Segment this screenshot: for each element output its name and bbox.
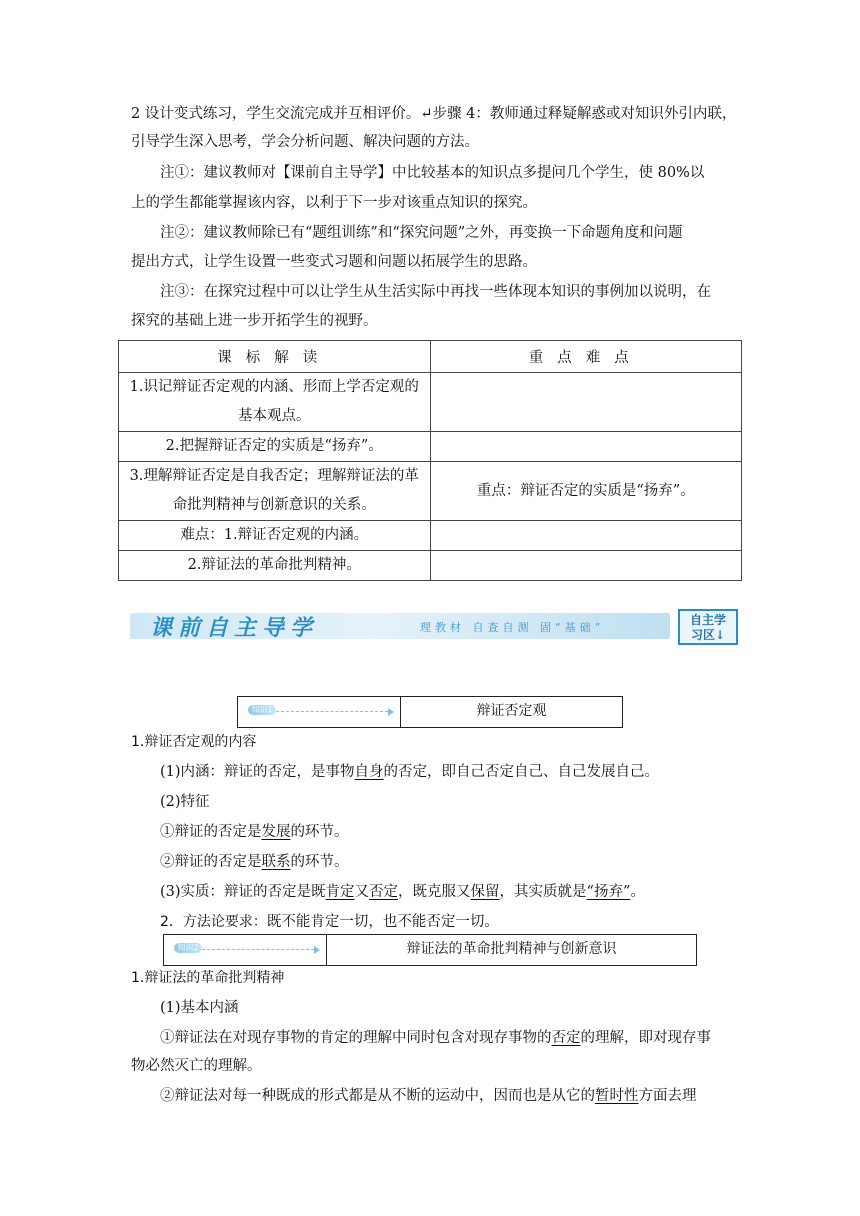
table-row [119, 373, 742, 432]
table-row [119, 432, 742, 462]
table-cell [430, 521, 742, 551]
section2-line: 物必然灭亡的理解。 [131, 1058, 262, 1074]
knowledge-number-badge: 知识2 [174, 943, 202, 953]
underlined-answer: 肯定 [325, 884, 355, 900]
section1-heading: 1.辩证否定观的内容 [131, 734, 257, 750]
knowledge-tag-1 [237, 696, 623, 728]
knowledge-number-badge: 知识1 [248, 705, 276, 715]
underlined-answer: 自身 [354, 764, 384, 780]
text: 方面去理 [638, 1088, 697, 1104]
note3-line2: 探究的基础上进一步开拓学生的视野。 [131, 313, 378, 329]
section1-line: (2)特征 [160, 794, 210, 810]
table-header-keypoints: 重点难点 [430, 341, 742, 373]
section1-line [160, 852, 349, 872]
table-row [119, 551, 742, 581]
table-cell: 2.把握辩证否定的实质是“扬弃”。 [119, 432, 431, 462]
section1-line [160, 822, 349, 842]
banner-subtitle: 理教材 自查自测 固“基础” [420, 621, 605, 634]
note1-line2: 上的学生都能掌握该内容，以利于下一步对该重点知识的探究。 [131, 195, 537, 211]
banner-title: 课前自主导学 [150, 615, 319, 641]
table-header-standards: 课标解读 [119, 341, 431, 373]
tag-left [164, 935, 327, 965]
underlined-answer: 否定 [551, 1030, 581, 1046]
tag-title: 辩证否定观 [476, 703, 547, 719]
underlined-answer: 发展 [261, 824, 291, 840]
underlined-answer: 暂时性 [595, 1088, 639, 1104]
badge-line1: 自主学 [689, 613, 726, 627]
underlined-answer: 保留 [470, 884, 500, 900]
tag-title: 辩证法的革命批判精神与创新意识 [406, 941, 617, 957]
table-cell: 重点：辩证否定的实质是“扬弃”。 [430, 462, 742, 521]
text: (3)实质：辩证的否定是既 [160, 884, 326, 900]
paragraph-step-line1: 2 设计变式练习，学生交流完成并互相评价。↵步骤 4：教师通过释疑解惑或对知识外引内联， [131, 106, 737, 122]
table-cell [119, 462, 431, 521]
cell-text: 命批判精神与创新意识的关系。 [172, 497, 376, 513]
paragraph-step-line2: 引导学生深入思考，学会分析问题、解决问题的方法。 [131, 134, 479, 150]
text: 的环节。 [290, 824, 349, 840]
text: 的否定，即自己否定自己、自己发展自己。 [383, 764, 660, 780]
table-cell: 难点：1.辩证否定观的内涵。 [119, 521, 431, 551]
arrowhead-icon [388, 708, 394, 716]
section2-line [160, 1086, 697, 1106]
text: ①辩证法在对现存事物的肯定的理解中同时包含对现存事物的 [160, 1030, 552, 1046]
cell-text: 基本观点。 [238, 408, 311, 424]
table-cell [119, 373, 431, 432]
text: ②辩证法对每一种既成的形式都是从不断的运动中，因而也是从它的 [160, 1088, 595, 1104]
underlined-answer: 联系 [261, 854, 291, 870]
table-cell: 2.辩证法的革命批判精神。 [119, 551, 431, 581]
text: 。 [630, 884, 645, 900]
underlined-answer: “扬弃” [586, 884, 631, 900]
note2-line2: 提出方式，让学生设置一些变式习题和问题以拓展学生的思路。 [131, 254, 537, 270]
underlined-answer: 否定 [369, 884, 399, 900]
text: ②辩证的否定是 [160, 854, 262, 870]
section2-line [160, 1028, 711, 1048]
text: (1)内涵：辩证的否定，是事物 [160, 764, 355, 780]
text: 的环节。 [290, 854, 349, 870]
arrowhead-icon [314, 946, 320, 954]
text: ①辩证的否定是 [160, 824, 262, 840]
section1-line [160, 762, 659, 782]
curriculum-table [118, 340, 742, 581]
section2-line: (1)基本内涵 [160, 1000, 239, 1016]
badge-line2: 习区↓ [690, 628, 726, 642]
text: 的理解，即对现存事 [580, 1030, 711, 1046]
cell-text: 3.理解辩证否定是自我否定；理解辩证法的革 [129, 468, 419, 484]
cell-text: 1.识记辩证否定观的内涵、形而上学否定观的 [129, 379, 419, 395]
note2-line1: 注②：建议教师除已有“题组训练”和“探究问题”之外，再变换一下命题角度和问题 [160, 225, 683, 241]
text: 既不能肯定一切，也不能否定一切。 [266, 914, 499, 930]
dashed-arrow-icon [276, 711, 388, 712]
dashed-arrow-icon [202, 949, 314, 950]
self-study-badge [678, 609, 738, 645]
table-cell [430, 432, 742, 462]
knowledge-tag-2 [163, 934, 697, 966]
note1-line1: 注①：建议教师对【课前自主导学】中比较基本的知识点多提问几个学生，使 80%以 [160, 165, 705, 181]
table-cell [430, 373, 742, 432]
section1-method [160, 912, 499, 932]
table-row [119, 462, 742, 521]
table-cell [430, 551, 742, 581]
note3-line1: 注③：在探究过程中可以让学生从生活实际中再找一些体现本知识的事例加以说明，在 [160, 284, 711, 300]
section2-heading: 1.辩证法的革命批判精神 [131, 970, 285, 986]
tag-left [238, 697, 401, 727]
text: 又 [354, 884, 370, 900]
section1-line [160, 882, 645, 902]
text: ，其实质就是 [499, 884, 587, 900]
text: ，既克服又 [398, 884, 471, 900]
table-row [119, 521, 742, 551]
table-header-row [119, 341, 742, 373]
method-heading: 2．方法论要求： [160, 914, 267, 930]
section-banner [130, 609, 738, 645]
